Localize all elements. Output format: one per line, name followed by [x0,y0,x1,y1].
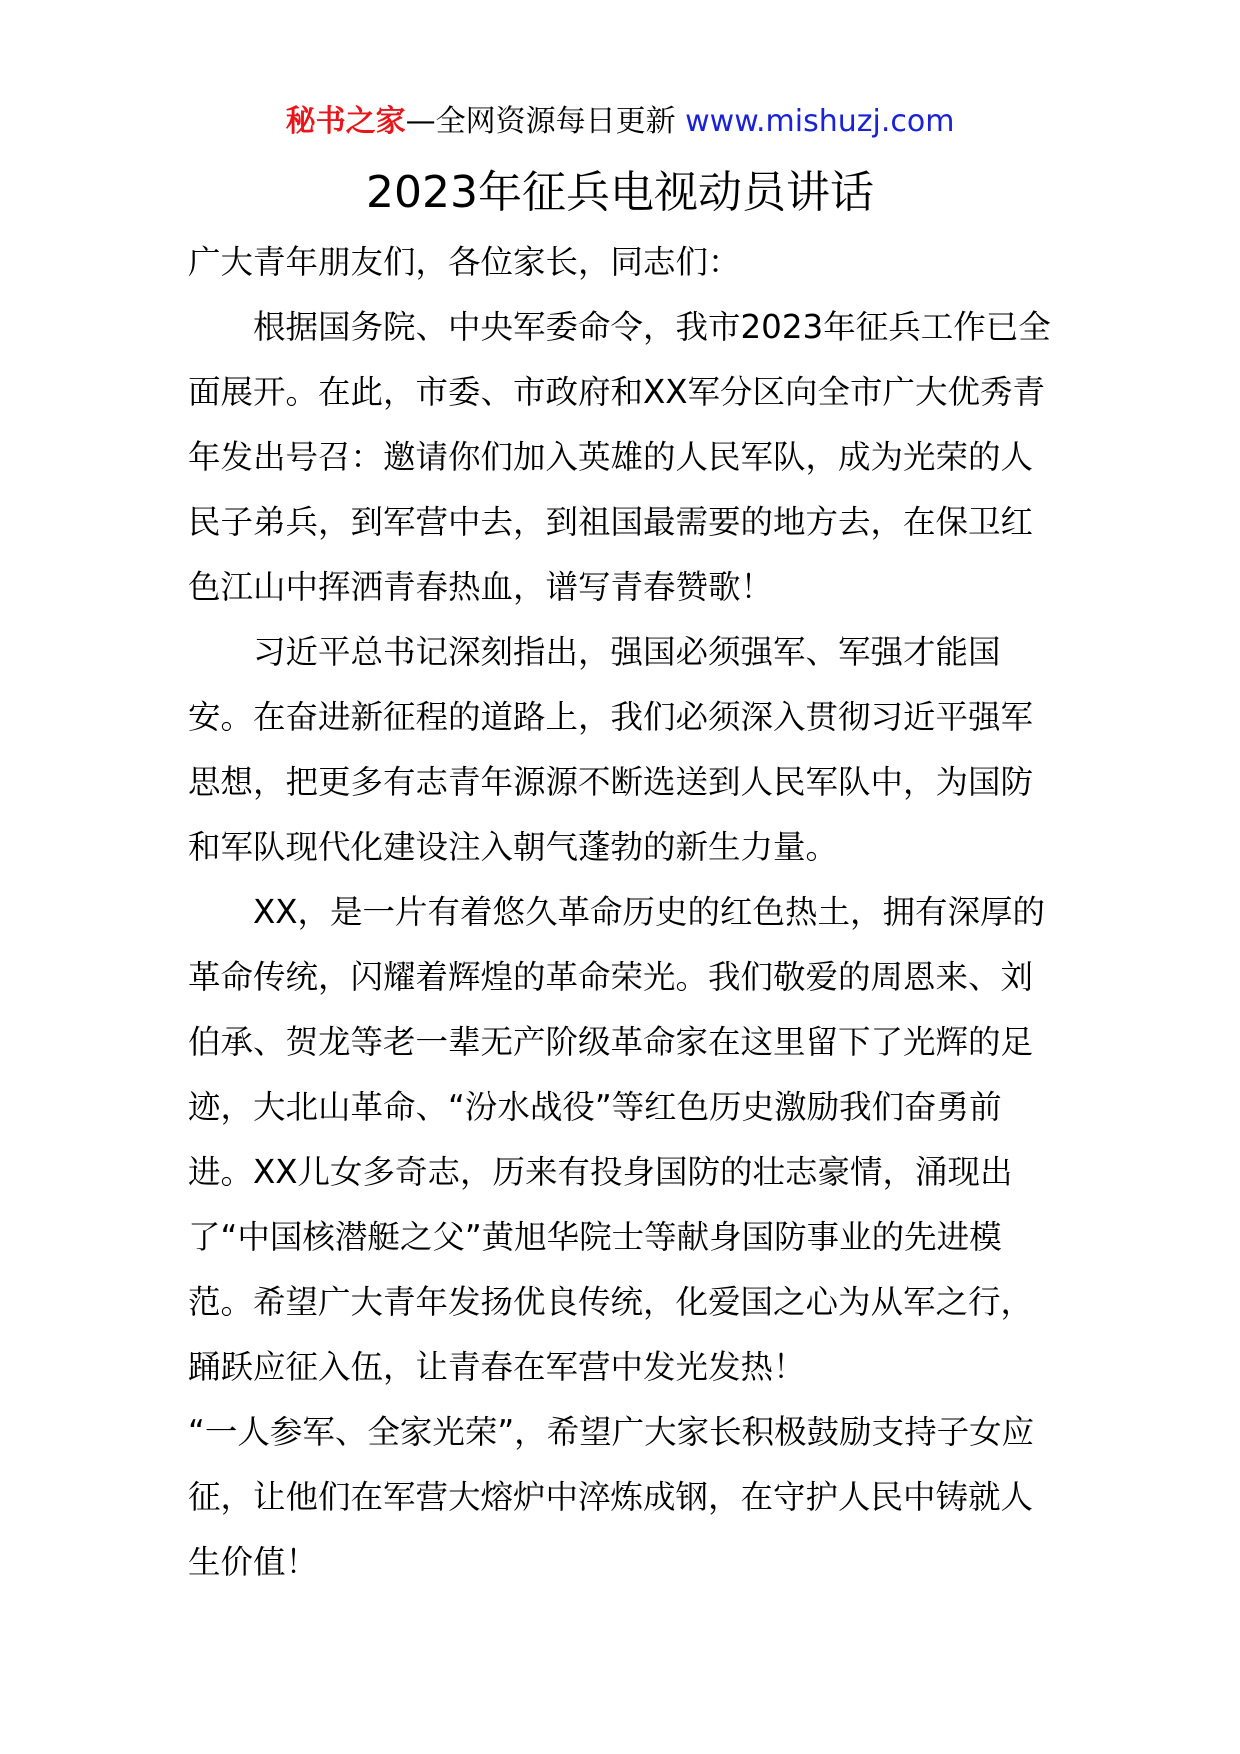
document-body [188,230,1058,1595]
salutation: 广大青年朋友们，各位家长，同志们： [188,243,741,281]
site-url: www.mishuzj.com [685,104,955,139]
closing-paragraph: “一人参军、全家光荣”，希望广大家长积极鼓励支持子女应征，让他们在军营大熔炉中淬炼成钢，在守护人民中铸就人生价值！ [188,1413,1035,1581]
site-slogan: —全网资源每日更新 [405,104,686,139]
site-brand: 秘书之家 [285,104,406,139]
paragraph: XX，是一片有着悠久革命历史的红色热土，拥有深厚的革命传统，闪耀着辉煌的革命荣光。我们敬爱的周恩来、刘伯承、贺龙等老一辈无产阶级革命家在这里留下了光辉的足迹，大北山革命、“汾水战役”等红色历史激励我们奋勇前进。XX儿女多奇志，历来有投身国防的壮志豪情，涌现出了“中国核潜艇之父”黄旭华院士等献身国防事业的先进模范。希望广大青年发扬优良传统，化爱国之心为从军之行，踊跃应征入伍，让青春在军营中发光发热！ [188,893,1046,1386]
site-header [0,100,1240,144]
paragraph: 根据国务院、中央军委命令，我市2023年征兵工作已全面展开。在此，市委、市政府和XX军分区向全市广大优秀青年发出号召：邀请你们加入英雄的人民军队，成为光荣的人民子弟兵，到军营中去，到祖国最需要的地方去，在保卫红色江山中挥洒青春热血，谱写青春赞歌！ [188,308,1051,606]
paragraph: 习近平总书记深刻指出，强国必须强军、军强才能国安。在奋进新征程的道路上，我们必须深入贯彻习近平强军思想，把更多有志青年源源不断选送到人民军队中，为国防和军队现代化建设注入朝气蓬勃的新生力量。 [188,633,1034,866]
document-title: 2023年征兵电视动员讲话 [366,167,874,218]
